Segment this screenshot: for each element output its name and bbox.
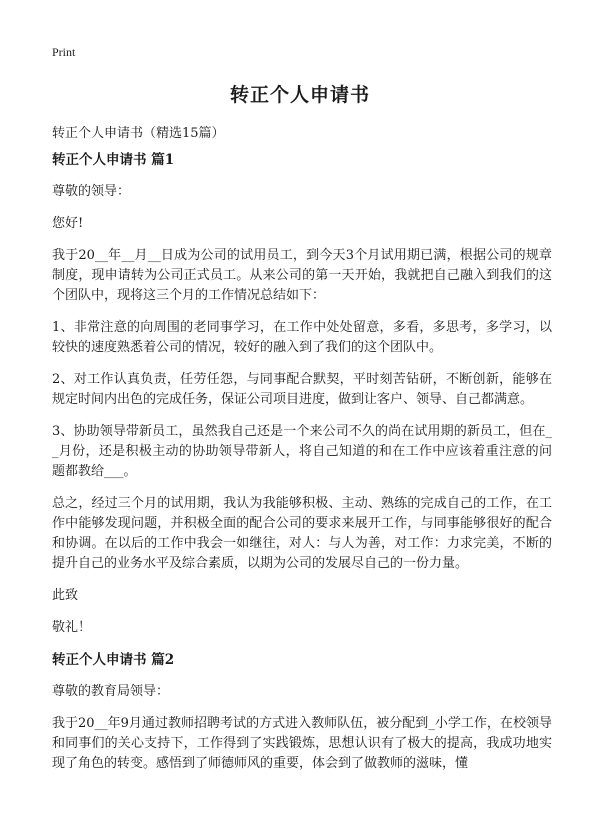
closing-paragraph: 此致: [52, 588, 79, 603]
intro-paragraph-2: 我于20__年9月通过教师招聘考试的方式进入教师队伍，被分配到_小学工作，在校领导和同事们的关心支持下，工作得到了实践锻炼，思想认识有了极大的提高，我成功地实现了角色的转变。感悟到了师德师风的重要，体会到了做教师的滋味，懂: [52, 716, 552, 771]
point-3-paragraph: 3、协助领导带新员工，虽然我自己还是一个来公司不久的尚在试用期的新员工，但在__月份，还是积极主动的协助领导带新人，将自己知道的和在工作中应该着重注意的问题都教给___。: [52, 424, 552, 479]
summary-paragraph: 总之，经过三个月的试用期，我认为我能够积极、主动、熟练的完成自己的工作，在工作中能够发现问题，并积极全面的配合公司的要求来展开工作，与同事能够很好的配合和协调。在以后的工作中我会一如继往，对人：与人为善，对工作：力求完美，不断的提升自己的业务水平及综合素质，以期为公司的发展尽自己的一份力量。: [52, 496, 552, 571]
print-label[interactable]: Print: [52, 45, 76, 59]
document-body: [52, 150, 552, 786]
intro-paragraph: 我于20__年__月__日成为公司的试用员工，到今天3个月试用期已满，根据公司的规章制度，现申请转为公司正式员工。从来公司的第一天开始，我就把自己融入到我们的这个团队中，现将这三个月的工作情况总结如下：: [52, 248, 552, 303]
section-heading-1: 转正个人申请书 篇1: [52, 152, 175, 168]
regards-paragraph: 敬礼！: [52, 620, 92, 635]
greeting-paragraph: 您好!: [52, 216, 84, 231]
salutation-paragraph: 尊敬的领导：: [52, 184, 131, 199]
page-title: 转正个人申请书: [229, 84, 370, 106]
point-1-paragraph: 1、非常注意的向周围的老同事学习，在工作中处处留意，多看，多思考，多学习，以较快的速度熟悉着公司的情况，较好的融入到了我们的这个团队中。: [52, 320, 552, 355]
section-heading-2: 转正个人申请书 篇2: [52, 652, 175, 668]
document-subtitle: 转正个人申请书（精选15篇）: [52, 126, 225, 141]
salutation-paragraph-2: 尊敬的教育局领导：: [52, 684, 170, 699]
point-2-paragraph: 2、对工作认真负责，任劳任怨，与同事配合默契，平时刻苦钻研，不断创新，能够在规定时间内出色的完成任务，保证公司项目进度，做到让客户、领导、自己都满意。: [52, 372, 552, 407]
